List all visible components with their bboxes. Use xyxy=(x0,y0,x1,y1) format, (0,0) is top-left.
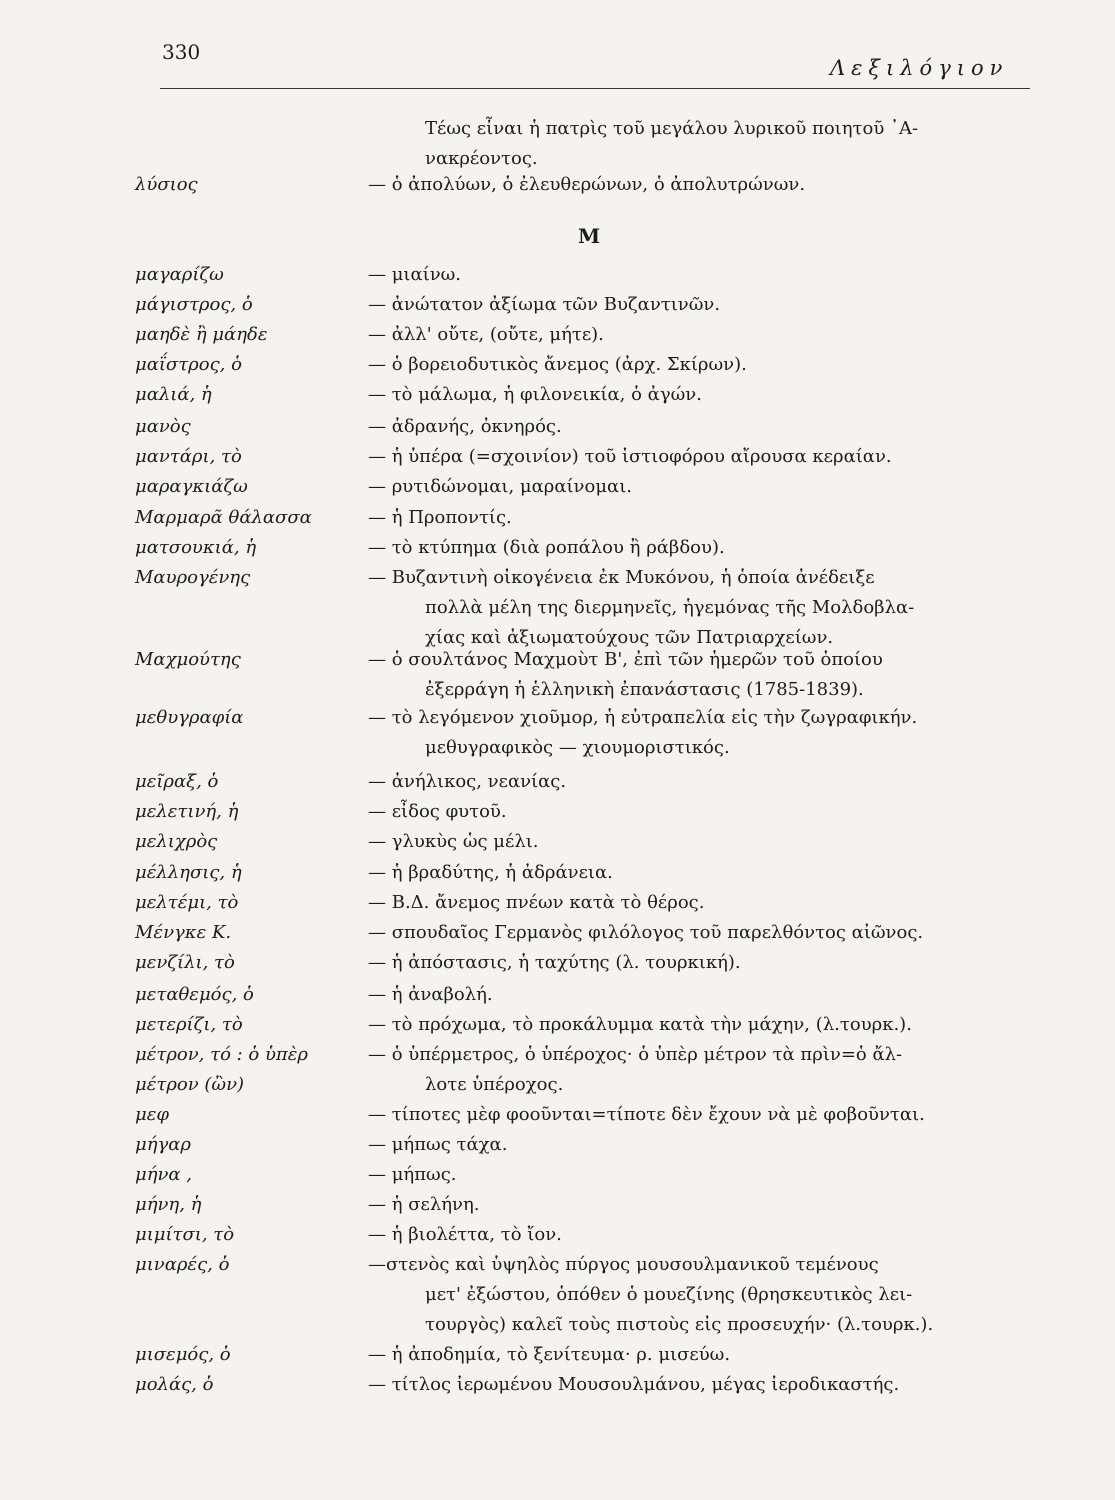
entry-definition: — τὸ μάλωμα, ἡ φιλονεικία, ὁ ἀγών. xyxy=(368,384,702,405)
entry-definition: — ἡ βιολέττα, τὸ ἴον. xyxy=(368,1224,562,1245)
continuation-line: νακρέοντος. xyxy=(425,148,538,169)
entry-definition: λοτε ὑπέροχος. xyxy=(425,1074,564,1095)
entry-headword: μεθυγραφία xyxy=(135,707,244,728)
entry-headword: μαΐστρος, ὁ xyxy=(135,354,242,375)
entry-headword: ματσουκιά, ἡ xyxy=(135,537,257,558)
entry-definition: τουργὸς) καλεῖ τοὺς πιστοὺς εἰς προσευχήν· (λ.τουρκ.). xyxy=(425,1314,934,1335)
section-letter: Μ xyxy=(578,224,601,248)
entry-headword: μέτρον (ὢν) xyxy=(135,1074,245,1095)
entry-headword: μισεμός, ὁ xyxy=(135,1344,231,1365)
entry-definition: — ὁ σουλτάνος Μαχμοὺτ Β', ἐπὶ τῶν ἡμερῶν τοῦ ὁποίου xyxy=(368,649,883,670)
entry-definition: — τὸ πρόχωμα, τὸ προκάλυμμα κατὰ τὴν μάχην, (λ.τουρκ.). xyxy=(368,1014,912,1035)
entry-headword: Μαρμαρᾶ θάλασσα xyxy=(135,507,312,528)
entry-definition: — σπουδαῖος Γερμανὸς φιλόλογος τοῦ παρελθόντος αἰῶνος. xyxy=(368,922,924,943)
entry-definition: — ρυτιδώνομαι, μαραίνομαι. xyxy=(368,476,632,497)
entry-definition: — ἀλλ' οὔτε, (οὔτε, μήτε). xyxy=(368,324,604,345)
entry-definition: — ἡ ἀναβολή. xyxy=(368,984,493,1005)
entry-definition: — τίτλος ἱερωμένου Μουσουλμάνου, μέγας ἱεροδικαστής. xyxy=(368,1374,900,1395)
entry-definition: — μιαίνω. xyxy=(368,264,462,285)
entry-headword: μέλλησις, ἡ xyxy=(135,862,242,883)
entry-definition: — ἡ ἀποδημία, τὸ ξενίτευμα· ρ. μισεύω. xyxy=(368,1344,731,1365)
entry-definition: — μήπως. xyxy=(368,1164,457,1185)
entry-definition: —στενὸς καὶ ὑψηλὸς πύργος μουσουλμανικοῦ τεμένους xyxy=(368,1254,879,1275)
entry-headword: μενζίλι, τὸ xyxy=(135,952,235,973)
entry-headword: μαλιά, ἡ xyxy=(135,384,212,405)
entry-headword: λύσιος xyxy=(135,174,198,195)
entry-headword: μαραγκιάζω xyxy=(135,476,248,497)
entry-definition: — ὁ βορειοδυτικὸς ἄνεμος (ἀρχ. Σκίρων). xyxy=(368,354,747,375)
entry-headword: μαηδὲ ἢ μάηδε xyxy=(135,324,268,345)
entry-definition: — ὁ ὑπέρμετρος, ὁ ὑπέροχος· ὁ ὑπὲρ μέτρον τὰ πρὶν=ὁ ἄλ- xyxy=(368,1044,903,1065)
entry-headword: μελτέμι, τὸ xyxy=(135,892,239,913)
entry-headword: μελετινή, ἡ xyxy=(135,801,239,822)
entry-headword: Μαυρογένης xyxy=(135,567,251,588)
entry-definition: — τίποτες μὲφ φοοῦνται=τίποτε δὲν ἔχουν νὰ μὲ φοβοῦνται. xyxy=(368,1104,925,1125)
entry-definition: — εἶδος φυτοῦ. xyxy=(368,801,507,822)
entry-definition: — μήπως τάχα. xyxy=(368,1134,508,1155)
entry-headword: μαγαρίζω xyxy=(135,264,224,285)
entry-definition: — Β.Δ. ἄνεμος πνέων κατὰ τὸ θέρος. xyxy=(368,892,705,913)
entry-definition: — γλυκὺς ὡς μέλι. xyxy=(368,831,539,852)
entry-definition: — ἡ ἀπόστασις, ἡ ταχύτης (λ. τουρκική). xyxy=(368,952,741,973)
entry-headword: μάγιστρος, ὁ xyxy=(135,294,253,315)
entry-definition: — ἡ σελήνη. xyxy=(368,1194,480,1215)
entry-definition: — ἡ βραδύτης, ἡ ἀδράνεια. xyxy=(368,862,613,883)
entry-headword: Μαχμούτης xyxy=(135,649,241,670)
entry-definition: — ἡ ὑπέρα (=σχοινίον) τοῦ ἱστιοφόρου αἴρουσα κεραίαν. xyxy=(368,446,892,467)
entry-headword: μιναρές, ὁ xyxy=(135,1254,230,1275)
entry-headword: μεῖραξ, ὁ xyxy=(135,771,219,792)
entry-headword: μήνα , xyxy=(135,1164,193,1185)
entry-headword: μέτρον, τό : ὁ ὑπὲρ xyxy=(135,1044,308,1065)
entry-headword: μανὸς xyxy=(135,416,191,437)
entry-headword: Μένγκε Κ. xyxy=(135,922,232,943)
entry-definition: — τὸ κτύπημα (διὰ ροπάλου ἢ ράβδου). xyxy=(368,537,725,558)
entry-headword: μελιχρὸς xyxy=(135,831,218,852)
entry-headword: μετερίζι, τὸ xyxy=(135,1014,243,1035)
entry-definition: μετ' ἐξώστου, ὁπόθεν ὁ μουεζίνης (θρησκευτικὸς λει- xyxy=(425,1284,913,1305)
entry-headword: μαντάρι, τὸ xyxy=(135,446,242,467)
entry-definition: πολλὰ μέλη της διερμηνεῖς, ἡγεμόνας τῆς Μολδοβλα- xyxy=(425,597,915,618)
running-title: Λεξιλόγιον xyxy=(830,56,1009,80)
entry-headword: μιμίτσι, τὸ xyxy=(135,1224,235,1245)
entry-definition: — ἀνώτατον ἀξίωμα τῶν Βυζαντινῶν. xyxy=(368,294,721,315)
entry-definition: — ὁ ἀπολύων, ὁ ἐλευθερώνων, ὁ ἀπολυτρώνων. xyxy=(368,174,806,195)
entry-headword: μολάς, ὁ xyxy=(135,1374,214,1395)
entry-definition: χίας καὶ ἀξιωματούχους τῶν Πατριαρχείων. xyxy=(425,627,834,648)
entry-headword: μήνη, ἡ xyxy=(135,1194,202,1215)
entry-definition: — ἀνήλικος, νεανίας. xyxy=(368,771,567,792)
entry-definition: μεθυγραφικὸς — χιουμοριστικός. xyxy=(425,737,730,758)
entry-definition: — ἀδρανής, ὀκνηρός. xyxy=(368,416,562,437)
entry-definition: — τὸ λεγόμενον χιοῦμορ, ἡ εὐτραπελία εἰς τὴν ζωγραφικήν. xyxy=(368,707,918,728)
entry-definition: — Βυζαντινὴ οἰκογένεια ἐκ Μυκόνου, ἡ ὁποία ἀνέδειξε xyxy=(368,567,875,588)
entry-definition: — ἡ Προποντίς. xyxy=(368,507,512,528)
continuation-line: Τέως εἶναι ἡ πατρὶς τοῦ μεγάλου λυρικοῦ ποιητοῦ ᾿Α- xyxy=(425,118,919,139)
entry-headword: μήγαρ xyxy=(135,1134,191,1155)
page-number: 330 xyxy=(162,40,201,64)
entry-headword: μεταθεμός, ὁ xyxy=(135,984,254,1005)
header-rule xyxy=(160,88,1030,89)
entry-headword: μεφ xyxy=(135,1104,169,1125)
entry-definition: ἐξερράγη ἡ ἑλληνικὴ ἐπανάστασις (1785-1839). xyxy=(425,679,864,700)
